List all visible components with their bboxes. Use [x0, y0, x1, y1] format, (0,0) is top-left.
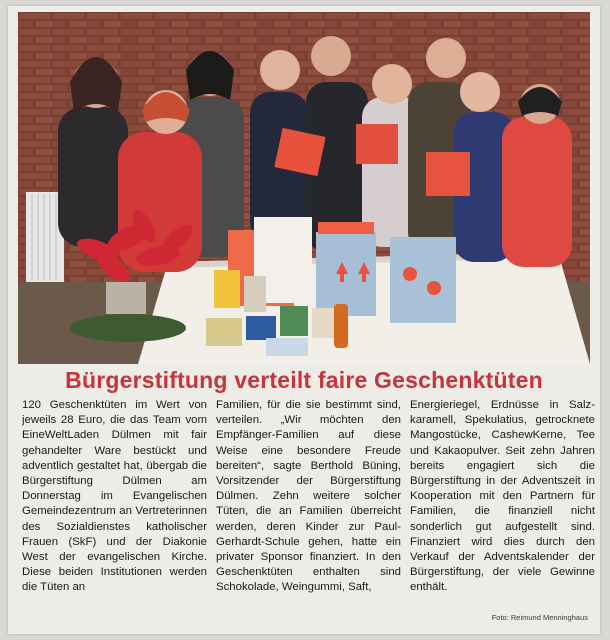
article-column-2: Familien, für die sie bestimmt sind, verteilen. „Wir möchten den Empfänger-Familien auf diese Weise eine besondere Freude bereiten“, sagte Berthold Büning, Vorsitzender der Bürgerstiftung Dülmen. Zehn weitere solcher Tüten, die an Familien überreicht werden, deren Kinder zur Paul-Gerhardt-Schule gehen, hatte ein privater Sponsor finanziert. In den Geschenktüten enthalten sind Schokolade, Weingummi, Saft,	[216, 399, 401, 594]
photo-credit: Foto: Reimund Menninghaus	[491, 613, 588, 622]
article-headline: Bürgerstiftung verteilt faire Geschenktüten	[65, 367, 543, 393]
group-photo	[18, 12, 590, 364]
article-column-1: 120 Geschenktüten im Wert von jeweils 28 Euro, die das Team vom EineWeltLaden Dülmen mit fair gehandelter Ware bestückt und adventlich gestaltet hat, übergab die Bürgerstiftung Dülmen am Donnerstag im Evangelischen Gemeindezentrum an Vertreterinnen des Sozialdienstes katholischer Frauen (SkF) und der Diakonie West der evangelischen Kirche. Diese beiden Institutionen werden die Tüten an	[22, 399, 207, 594]
newspaper-clipping	[8, 6, 600, 634]
article-body	[22, 398, 595, 612]
article-column-3: Energieriegel, Erdnüsse in Salzkaramell, Spekulatius, getrocknete Mangostücke, CashewKerne, Tee und Kakaopulver. Seit zehn Jahren bereits engagiert sich die Bürgerstiftung in der Adventszeit in Kooperation mit den Partnern für Familien, die finanziell nicht sonderlich gut aufgestellt sind. Finanziert wird dies durch den Verkauf der Adventskalender der Bürgerstiftung, der viele Gewinne enthält.	[410, 399, 595, 594]
photo-illustration	[18, 12, 590, 364]
